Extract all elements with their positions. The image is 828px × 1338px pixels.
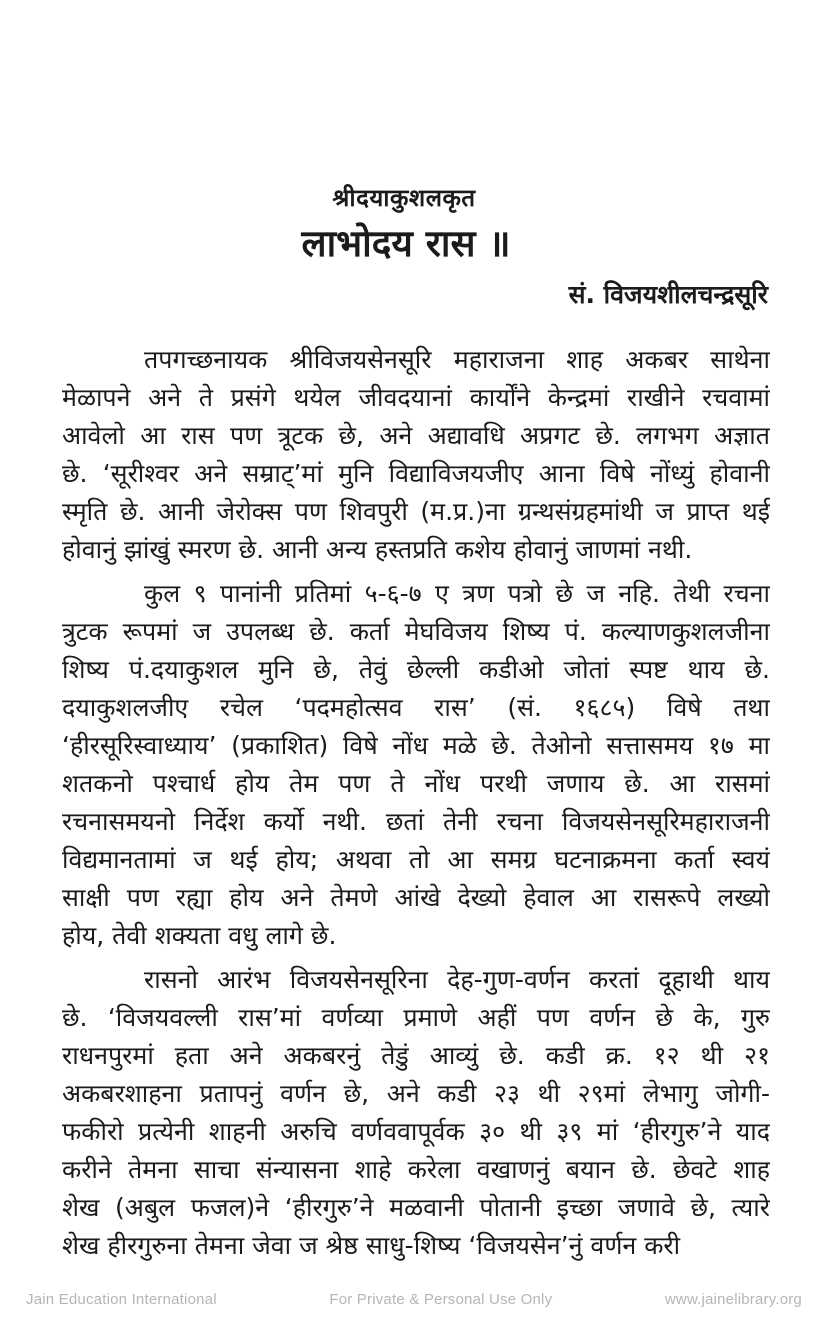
text-line: त्रुटक रूपमां ज उपलब्ध छे. कर्ता मेघविजय शिष्य पं. कल्याणकुशलजीना	[62, 617, 770, 646]
text-line: शिष्य पं.दयाकुशल मुनि छे, तेवुं छेल्ली कडीओ जोतां स्पष्ट थाय छे.	[62, 655, 770, 684]
text-line: अकबरशाहना प्रतापनुं वर्णन छे, अने कडी २३ थी २९मां लेभागु जोगी-	[62, 1079, 770, 1108]
document-kicker: श्रीदयाकुशलकृत	[332, 184, 476, 212]
document-title: लाभोदय रास ॥	[301, 222, 511, 265]
text-line: ‘हीरसूरिस्वाध्याय’ (प्रकाशित) विषे नोंध मळे छे. तेओनो सत्तासमय १७ मा	[62, 731, 770, 760]
text-line: छे. ‘सूरीश्वर अने सम्राट्’मां मुनि विद्याविजयजीए आना विषे नोंध्युं होवानी	[62, 459, 770, 488]
text-line: रासनो आरंभ विजयसेनसूरिना देह-गुण-वर्णन करतां दूहाथी थाय	[144, 965, 770, 994]
text-line: होय, तेवी शक्यता वधु लागे छे.	[62, 921, 337, 950]
text-line: फकीरो प्रत्येनी शाहनी अरुचि वर्णववापूर्वक ३० थी ३९ मां ‘हीरगुरु’ने याद	[62, 1117, 770, 1146]
page-footer	[26, 1291, 802, 1308]
footer-publisher: Jain Education International	[26, 1291, 217, 1308]
text-line: करीने तेमना साचा संन्यासना शाहे करेला वखाणनुं बयान छे. छेवटे शाह	[62, 1155, 770, 1184]
text-line: दयाकुशलजीए रचेल ‘पदमहोत्सव रास’ (सं. १६८५) विषे तथा	[62, 693, 770, 722]
paragraph-2	[62, 575, 770, 955]
text-line: आवेलो आ रास पण त्रूटक छे, अने अद्यावधि अप्रगट छे. लगभग अज्ञात	[62, 421, 770, 450]
text-line: साक्षी पण रह्या होय अने तेमणे आंखे देख्यो हेवाल आ रासरूपे लख्यो	[62, 883, 770, 912]
footer-website: www.jainelibrary.org	[664, 1291, 802, 1308]
footer-usage-notice: For Private & Personal Use Only	[329, 1291, 553, 1308]
text-line: स्मृति छे. आनी जेरोक्स पण शिवपुरी (म.प्र.)ना ग्रन्थसंग्रहमांथी ज प्राप्त थई	[62, 497, 770, 526]
text-line: शतकनो पश्चार्ध होय तेम पण ते नोंध परथी जणाय छे. आ रासमां	[62, 769, 770, 798]
document-author: सं. विजयशीलचन्द्रसूरि	[568, 280, 768, 309]
text-line: रचनासमयनो निर्देश कर्यो नथी. छतां तेनी रचना विजयसेनसूरिमहाराजनी	[62, 807, 770, 836]
text-line: शेख हीरगुरुना तेमना जेवा ज श्रेष्ठ साधु-शिष्य ‘विजयसेन’नुं वर्णन करी	[62, 1231, 681, 1260]
document-body	[62, 341, 770, 1265]
text-line: तपगच्छनायक श्रीविजयसेनसूरि महाराजना शाह अकबर साथेना	[144, 345, 770, 374]
text-line: छे. ‘विजयवल्ली रास’मां वर्णव्या प्रमाणे अहीं पण वर्णन छे के, गुरु	[62, 1003, 770, 1032]
text-line: मेळापने अने ते प्रसंगे थयेल जीवदयानां कार्योंने केन्द्रमां राखीने रचवामां	[62, 383, 770, 412]
text-line: शेख (अबुल फजल)ने ‘हीरगुरु’ने मळवानी पोतानी इच्छा जणावे छे, त्यारे	[62, 1193, 770, 1222]
paragraph-1	[62, 341, 770, 569]
paragraph-3	[62, 961, 770, 1265]
text-line: कुल ९ पानांनी प्रतिमां ५-६-७ ए त्रण पत्रो छे ज नहि. तेथी रचना	[144, 579, 770, 608]
text-line: विद्यमानतामां ज थई होय; अथवा तो आ समग्र घटनाक्रमना कर्ता स्वयं	[62, 845, 770, 874]
text-line: राधनपुरमां हता अने अकबरनुं तेडुं आव्युं छे. कडी क्र. १२ थी २१	[62, 1041, 770, 1070]
text-line: होवानुं झांखुं स्मरण छे. आनी अन्य हस्तप्रति कशेय होवानुं जाणमां नथी.	[62, 535, 693, 564]
